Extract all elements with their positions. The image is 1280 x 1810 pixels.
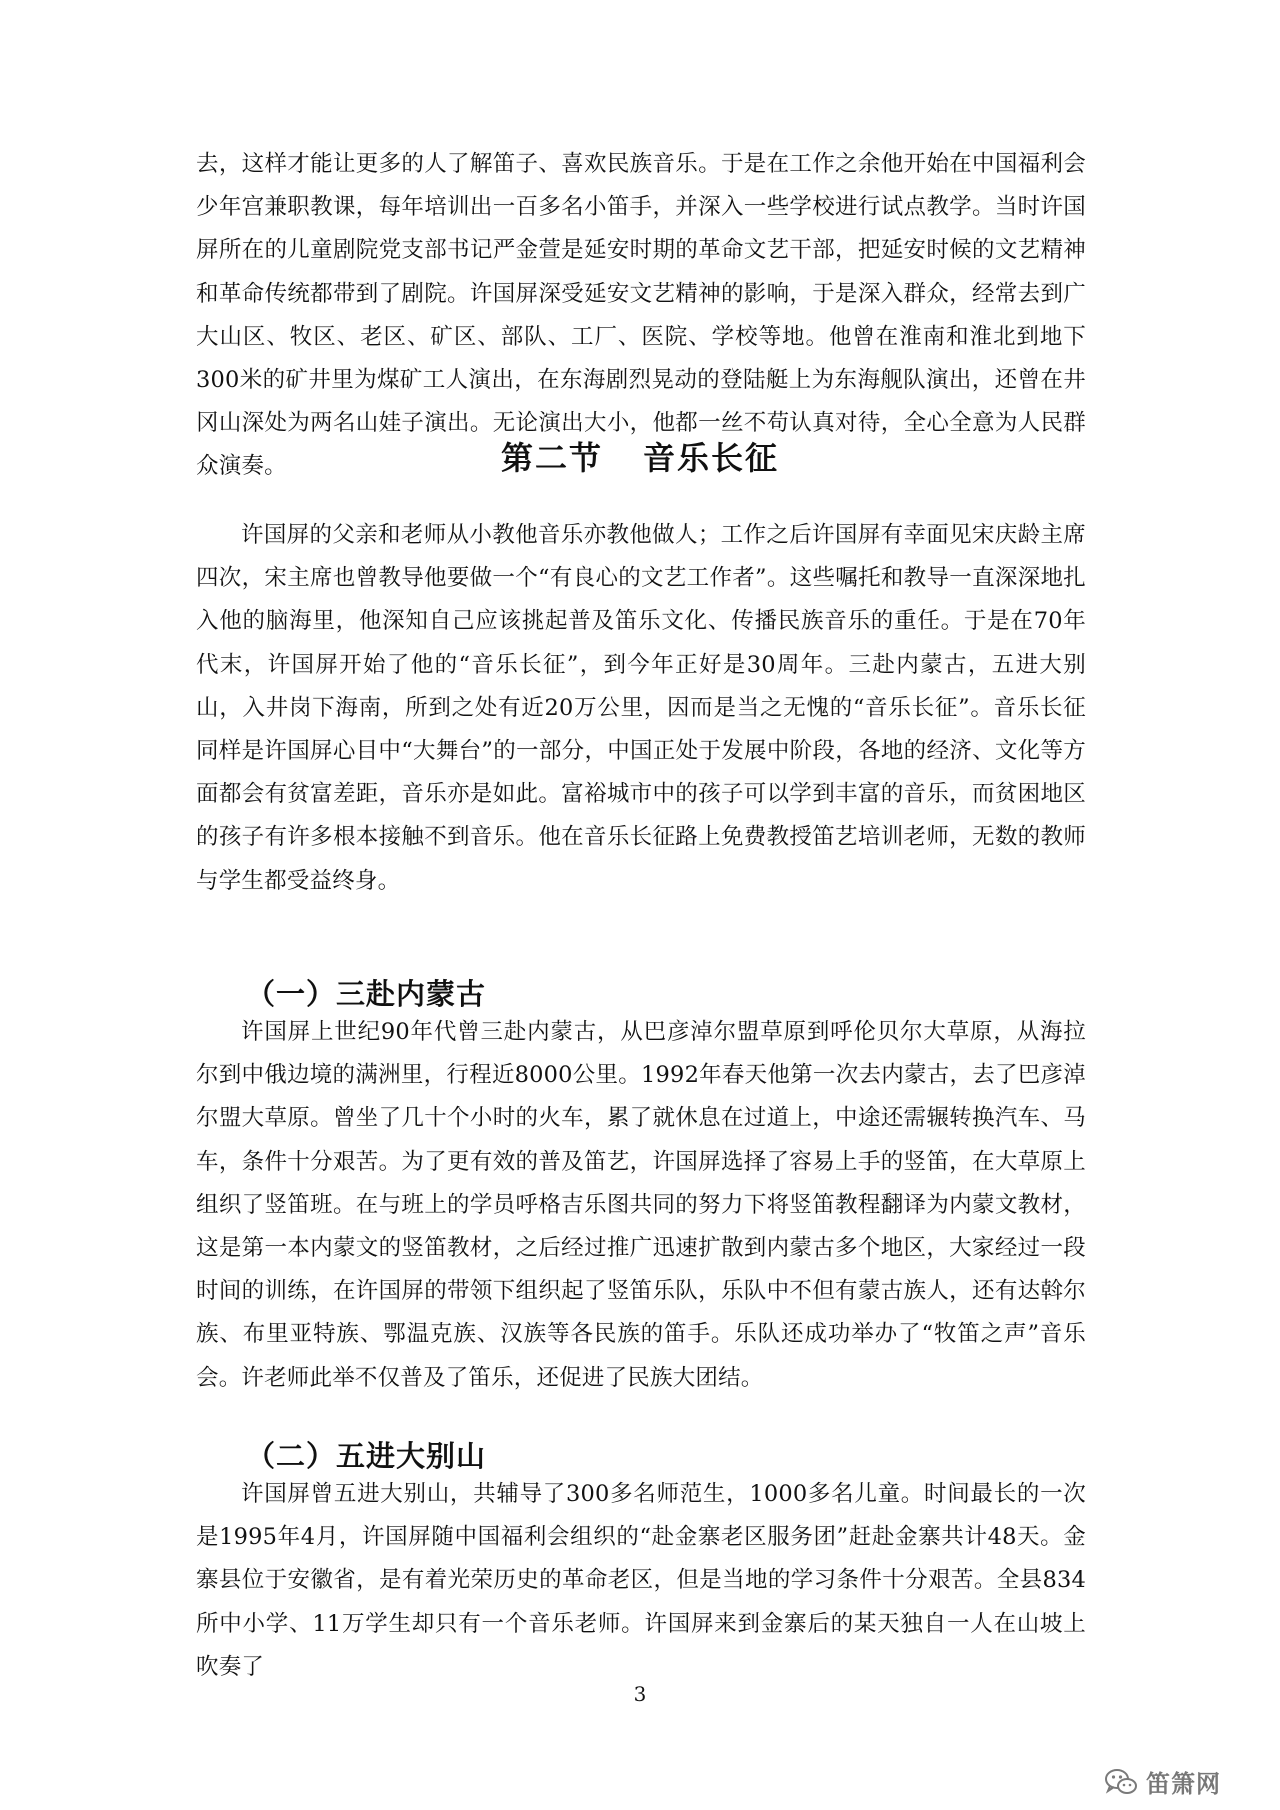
page-number: 3 bbox=[633, 1682, 647, 1706]
section-heading bbox=[0, 433, 1280, 479]
wechat-icon bbox=[1104, 1768, 1138, 1796]
paragraph-music-long-march: 许国屏的父亲和老师从小教他音乐亦教他做人；工作之后许国屏有幸面见宋庆龄主席四次，宋主席也曾教导他要做一个“有良心的文艺工作者”。这些嘱托和教导一直深深地扎入他的脑海里，他深知自己应该挑起普及笛乐文化、传播民族音乐的重任。于是在70年代末，许国屏开始了他的“音乐长征”，到今年正好是30周年。三赴内蒙古，五进大别山，入井岗下海南，所到之处有近20万公里，因而是当之无愧的“音乐长征”。音乐长征同样是许国屏心目中“大舞台”的一部分，中国正处于发展中阶段，各地的经济、文化等方面都会有贫富差距，音乐亦是如此。富裕城市中的孩子可以学到丰富的音乐，而贫困地区的孩子有许多根本接触不到音乐。他在音乐长征路上免费教授笛艺培训老师，无数的教师与学生都受益终身。 bbox=[196, 522, 1086, 894]
watermark bbox=[1104, 1764, 1221, 1799]
paragraph-intro-continuation: 去，这样才能让更多的人了解笛子、喜欢民族音乐。于是在工作之余他开始在中国福利会少年宫兼职教课，每年培训出一百多名小笛手，并深入一些学校进行试点教学。当时许国屏所在的儿童剧院党支部书记严金萱是延安时期的革命文艺干部，把延安时候的文艺精神和革命传统都带到了剧院。许国屏深受延安文艺精神的影响，于是深入群众，经常去到广大山区、牧区、老区、矿区、部队、工厂、医院、学校等地。他曾在淮南和淮北到地下300米的矿井里为煤矿工人演出，在东海剧烈晃动的登陆艇上为东海舰队演出，还曾在井冈山深处为两名山娃子演出。无论演出大小，他都一丝不苟认真对待，全心全意为人民群众演奏。 bbox=[196, 151, 1086, 480]
subheading-inner-mongolia: （一）三赴内蒙古 bbox=[246, 977, 487, 1011]
section-number: 第二节 bbox=[500, 439, 603, 477]
paragraph-dabie-mountain: 许国屏曾五进大别山，共辅导了300多名师范生，1000多名儿童。时间最长的一次是1995年4月，许国屏随中国福利会组织的“赴金寨老区服务团”赶赴金寨共计48天。金寨县位于安徽省，是有着光荣历史的革命老区，但是当地的学习条件十分艰苦。全县834所中小学、11万学生却只有一个音乐老师。许国屏来到金寨后的某天独自一人在山坡上吹奏了 bbox=[196, 1481, 1086, 1680]
subheading-dabie-mountain: （二）五进大别山 bbox=[246, 1439, 487, 1473]
paragraph-inner-mongolia: 许国屏上世纪90年代曾三赴内蒙古，从巴彦淖尔盟草原到呼伦贝尔大草原，从海拉尔到中俄边境的满洲里，行程近8000公里。1992年春天他第一次去内蒙古，去了巴彦淖尔盟大草原。曾坐了几十个小时的火车，累了就休息在过道上，中途还需辗转换汽车、马车，条件十分艰苦。为了更有效的普及笛艺，许国屏选择了容易上手的竖笛，在大草原上组织了竖笛班。在与班上的学员呼格吉乐图共同的努力下将竖笛教程翻译为内蒙文教材，这是第一本内蒙文的竖笛教材，之后经过推广迅速扩散到内蒙古多个地区，大家经过一段时间的训练，在许国屏的带领下组织起了竖笛乐队，乐队中不但有蒙古族人，还有达斡尔族、布里亚特族、鄂温克族、汉族等各民族的笛手。乐队还成功举办了“牧笛之声”音乐会。许老师此举不仅普及了笛乐，还促进了民族大团结。 bbox=[196, 1019, 1086, 1391]
watermark-text: 笛箫网 bbox=[1146, 1770, 1221, 1798]
section-title: 音乐长征 bbox=[643, 439, 780, 477]
